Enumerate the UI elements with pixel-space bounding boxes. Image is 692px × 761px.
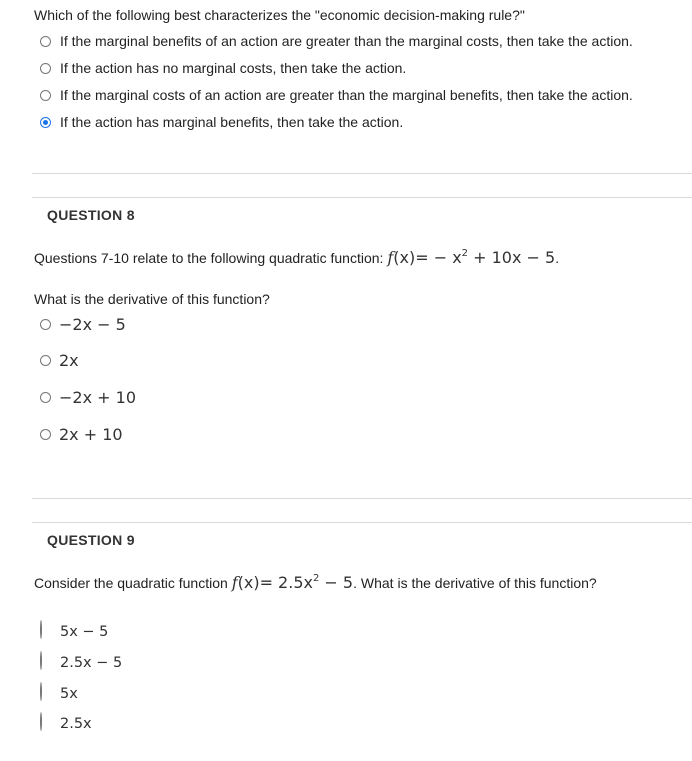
q7-option-4[interactable]: [40, 114, 403, 130]
radio-button[interactable]: [40, 429, 51, 440]
option-label: If the action has no marginal costs, then take the action.: [60, 60, 407, 76]
q8-option-2[interactable]: [40, 351, 79, 370]
divider: [32, 173, 692, 174]
q8-option-4[interactable]: [40, 425, 123, 444]
q9-prompt: [34, 573, 597, 593]
q7-option-1[interactable]: [40, 33, 633, 49]
radio-button[interactable]: [40, 682, 42, 701]
q9-option-4[interactable]: [40, 713, 92, 732]
option-label: 2.5x: [60, 716, 92, 732]
q8-function: $f(x)= - x^2 + 10x - 5$: [387, 248, 556, 267]
radio-button[interactable]: [40, 712, 42, 731]
q7-option-2[interactable]: [40, 60, 406, 76]
q9-intro-text: Consider the quadratic function: [34, 575, 232, 591]
option-label: 2x + 10: [59, 425, 123, 444]
option-label: −2x + 10: [59, 388, 136, 407]
q9-prompt-text: . What is the derivative of this function?: [353, 575, 597, 591]
q8-option-1[interactable]: [40, 315, 126, 334]
q8-option-3[interactable]: [40, 388, 136, 407]
q8-intro-text: Questions 7-10 relate to the following quadratic function:: [34, 250, 388, 266]
divider: [32, 197, 692, 198]
option-label: 2.5x − 5: [60, 655, 123, 671]
q8-intro: Questions 7-10 relate to the following quadratic function: $f(x)= - x^2 + 10x - 5$.: [34, 248, 560, 267]
radio-button[interactable]: [40, 36, 51, 47]
option-label: If the action has marginal benefits, then take the action.: [60, 114, 404, 130]
radio-button[interactable]: [40, 355, 51, 366]
divider: [32, 498, 692, 499]
q9-option-2[interactable]: [40, 652, 123, 671]
divider: [32, 522, 692, 523]
option-label: 5x − 5: [60, 624, 109, 640]
q9-option-3[interactable]: [40, 683, 78, 702]
radio-button[interactable]: [40, 392, 51, 403]
option-label: −2x − 5: [59, 315, 126, 334]
q7-option-3[interactable]: [40, 87, 633, 103]
option-label: If the marginal benefits of an action are greater than the marginal costs, then take the action.: [60, 33, 633, 49]
q9-option-1[interactable]: [40, 621, 109, 640]
option-label: If the marginal costs of an action are greater than the marginal benefits, then take the action.: [60, 87, 633, 103]
q9-function: $f(x)= 2.5x^2 - 5$: [231, 573, 354, 592]
radio-button[interactable]: [40, 90, 51, 101]
q7-prompt: Which of the following best characterizes the "economic decision-making rule?": [34, 7, 525, 23]
option-label: 2x: [59, 351, 79, 370]
radio-button[interactable]: [40, 620, 42, 639]
option-label: 5x: [60, 686, 78, 702]
question-8-heading: QUESTION 8: [47, 207, 135, 223]
question-9-heading: QUESTION 9: [47, 532, 135, 548]
radio-button[interactable]: [40, 319, 51, 330]
radio-button[interactable]: [40, 63, 51, 74]
q8-prompt: What is the derivative of this function?: [34, 291, 270, 307]
radio-button-selected[interactable]: [40, 117, 51, 128]
radio-button[interactable]: [40, 651, 42, 670]
